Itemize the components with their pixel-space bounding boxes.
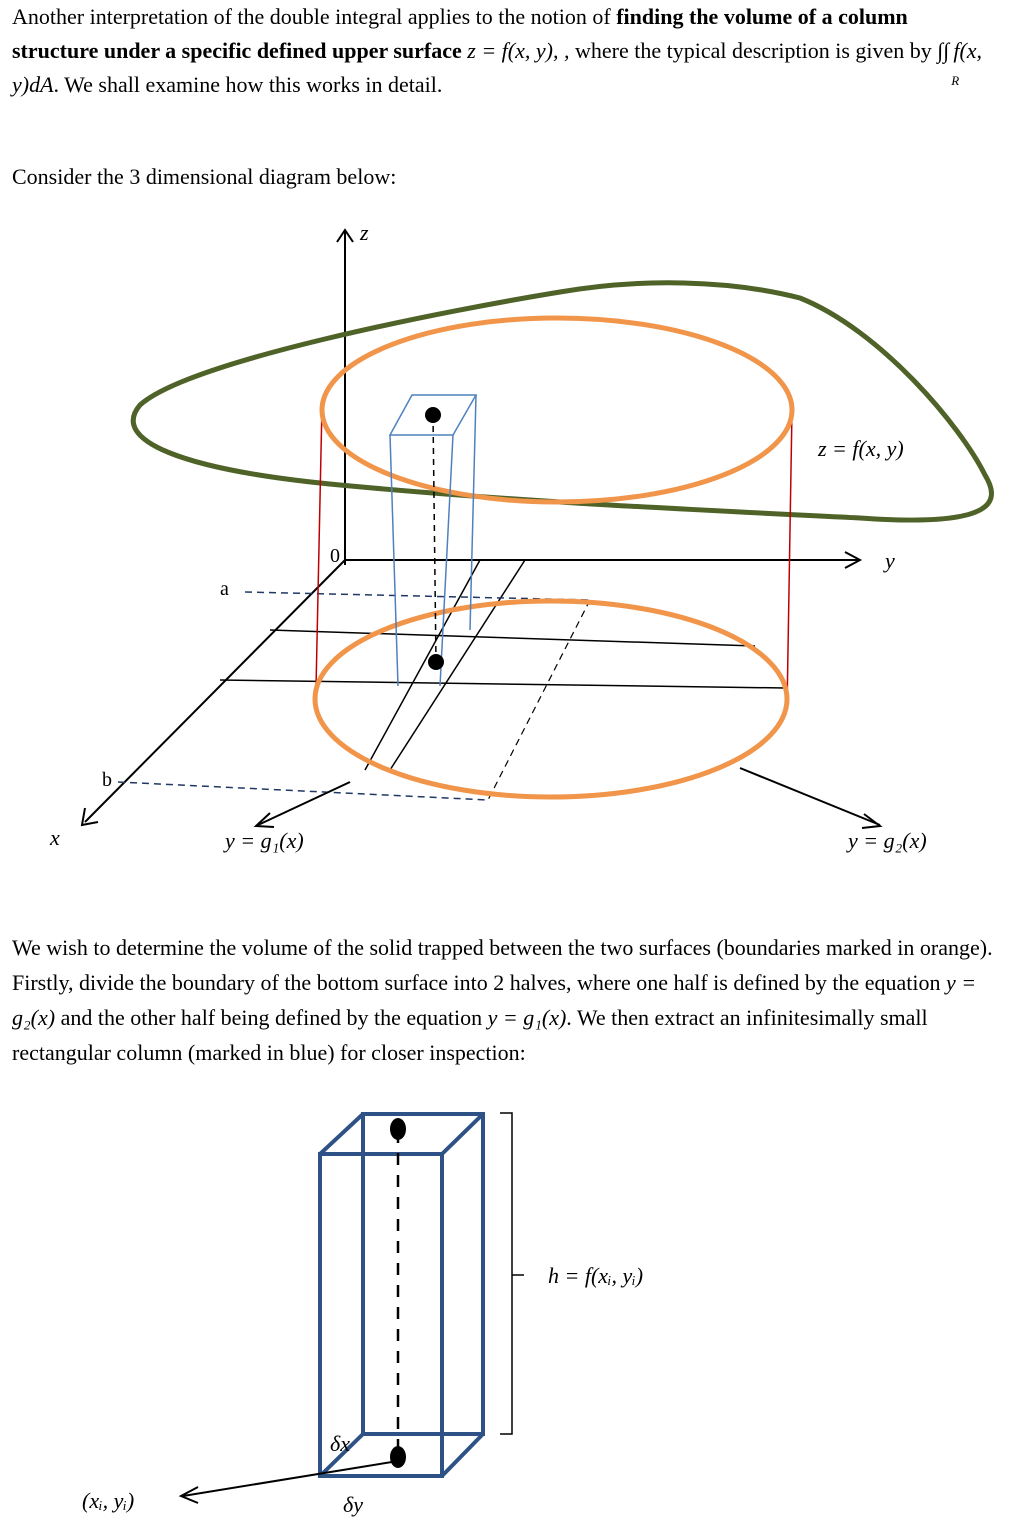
surface-equation: z = f(x, y), , bbox=[467, 38, 570, 63]
g2-label: y = g₂(x) bbox=[848, 828, 927, 853]
a-label: a bbox=[220, 578, 229, 600]
explanation-paragraph: We wish to determine the volume of the solid trapped between the two surfaces (boundaries marked in orange). Firstly, divide the boundary of the bottom surface into 2 halves, where one half is defined by the equation y = g₂(x) and the other half being defined by the equation y = g₁(x). We then extract an infinitesimally small rectangular column (marked in blue) for closer inspection: bbox=[12, 935, 993, 1065]
intro-text-2: where the typical description is given by bbox=[569, 38, 938, 63]
dy-label: δy bbox=[343, 1492, 363, 1517]
b-label: b bbox=[102, 769, 112, 791]
y-axis-label: y bbox=[885, 548, 895, 573]
intro-text-3: . We shall examine how this works in detail. bbox=[53, 72, 443, 97]
integral-region: R bbox=[951, 73, 960, 88]
origin-label: 0 bbox=[330, 545, 340, 567]
double-integral: ∫∫ R bbox=[937, 34, 949, 68]
x-axis-label: x bbox=[50, 825, 60, 850]
intro-bold-text: finding the volume of a column structure under a specific defined upper surface bbox=[12, 4, 908, 63]
g1-equation: y = g₁(x) bbox=[487, 1005, 567, 1030]
surface-label: z = f(x, y) bbox=[818, 436, 904, 461]
bottom-boundary-ellipse bbox=[315, 601, 787, 797]
intro-paragraph bbox=[12, 0, 997, 102]
integrand: f(x, y)dA bbox=[12, 38, 983, 97]
height-label: h = f(xᵢ, yᵢ) bbox=[548, 1263, 644, 1288]
g1-label: y = g₁(x) bbox=[225, 828, 304, 853]
point-label: (xᵢ, yᵢ) bbox=[82, 1488, 135, 1513]
g2-equation: y = g₂(x) bbox=[12, 970, 977, 1030]
top-boundary-ellipse bbox=[322, 318, 792, 502]
z-axis-label: z bbox=[360, 220, 369, 245]
dx-label: δx bbox=[330, 1431, 350, 1456]
consider-text: Consider the 3 dimensional diagram below: bbox=[12, 164, 397, 189]
column-diagram bbox=[0, 1099, 1010, 1529]
intro-text-1: Another interpretation of the double integral applies to the notion of bbox=[12, 4, 617, 29]
